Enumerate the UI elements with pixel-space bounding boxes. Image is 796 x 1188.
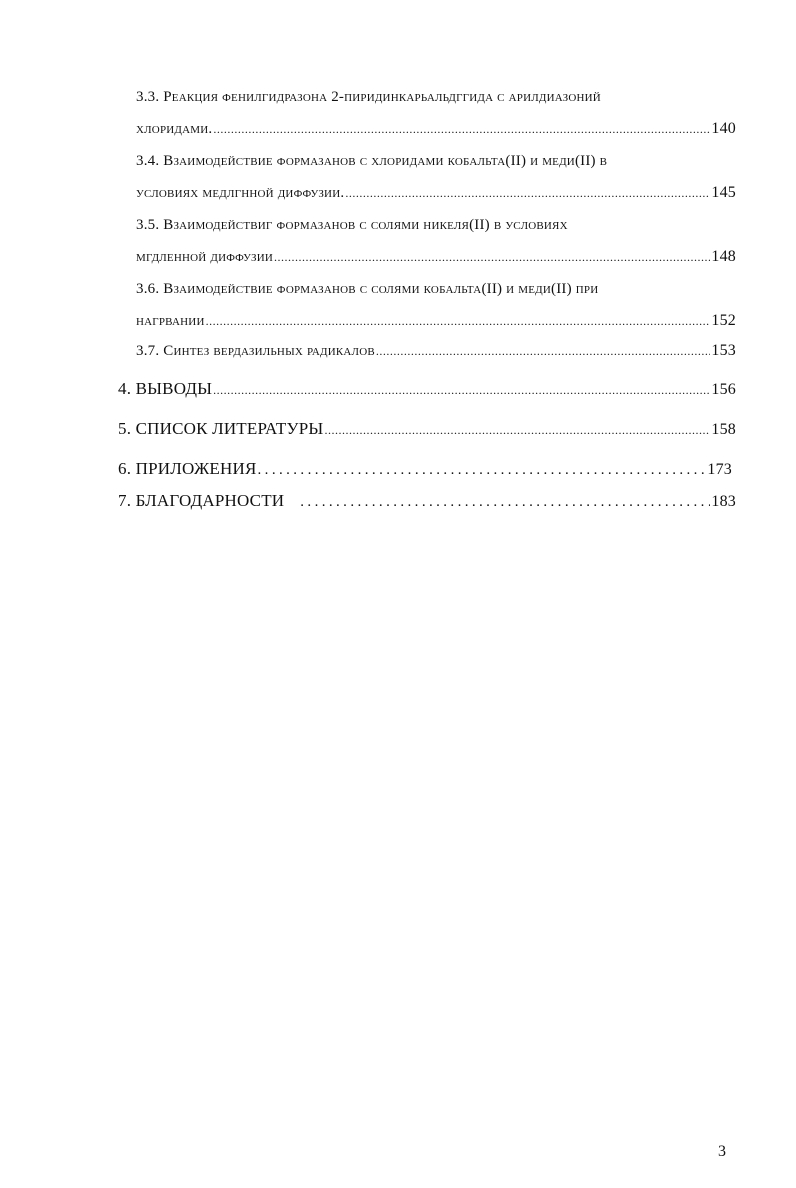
toc-entry-5: [118, 418, 736, 442]
toc-page-number: 156: [711, 381, 736, 398]
dot-leader: [300, 491, 710, 513]
toc-entry-title: 6. ПРИЛОЖЕНИЯ: [118, 459, 257, 478]
toc-entry-3-6-line2: [136, 310, 736, 334]
toc-entry-6: [118, 458, 732, 482]
toc-entry-title-continued: нагрвании: [136, 313, 205, 329]
toc-entry-title: 3.3. Реакция фенилгидразона 2-пиридинкарьальдггида с арилдиазоний: [136, 89, 601, 105]
toc-entry-3-3-line1: [136, 86, 736, 110]
toc-entry-3-4-line1: [136, 150, 736, 174]
toc-page-number: 173: [707, 461, 732, 478]
dot-leader: [213, 379, 710, 401]
toc-entry-7: [118, 490, 736, 514]
toc-entry-title-continued: мгдленной диффузии: [136, 249, 274, 265]
toc-entry-3-7: [136, 340, 736, 364]
toc-page-number: 145: [711, 184, 736, 201]
dot-leader: [345, 182, 710, 204]
toc-entry-title-continued: хлоридами.: [136, 121, 213, 137]
toc-entry-title: 3.6. Взаимодействие формазанов с солями кобальта(II) и меди(II) при: [136, 281, 599, 297]
toc-entry-title: 3.4. Взаимодействие формазанов с хлоридами кобальта(II) и меди(II) в: [136, 153, 608, 169]
toc-entry-3-3-line2: [136, 118, 736, 142]
toc-entry-title: 5. СПИСОК ЛИТЕРАТУРЫ: [118, 419, 324, 438]
dot-leader: [274, 246, 710, 268]
toc-page-number: 148: [711, 248, 736, 265]
toc-entry-title: 7. БЛАГОДАРНОСТИ: [118, 491, 285, 510]
toc-entry-4: [118, 378, 736, 402]
dot-leader: [376, 340, 711, 362]
dot-leader: [324, 419, 710, 441]
toc-page-number: 152: [711, 312, 736, 329]
toc-entry-title-continued: условиях медлгнной диффузии.: [136, 185, 345, 201]
toc-page-number: 158: [711, 421, 736, 438]
toc-entry-3-5-line2: [136, 246, 736, 270]
toc-entry-title: 3.7. Синтез вердазильных радикалов: [136, 343, 375, 359]
toc-page-number: 183: [711, 493, 736, 510]
toc-entry-title: 3.5. Взаимодействиг формазанов с солями никеля(II) в условиях: [136, 217, 568, 233]
page-number: 3: [718, 1143, 726, 1160]
dot-leader: [258, 459, 707, 481]
toc-entry-3-4-line2: [136, 182, 736, 206]
toc-entry-3-6-line1: [136, 278, 736, 302]
dot-leader: [206, 310, 711, 332]
toc-entry-3-5-line1: [136, 214, 736, 238]
dot-leader: [213, 118, 710, 140]
toc-page-number: 140: [711, 120, 736, 137]
toc-entry-title: 4. ВЫВОДЫ: [118, 379, 213, 398]
toc-page-number: 153: [711, 342, 736, 359]
